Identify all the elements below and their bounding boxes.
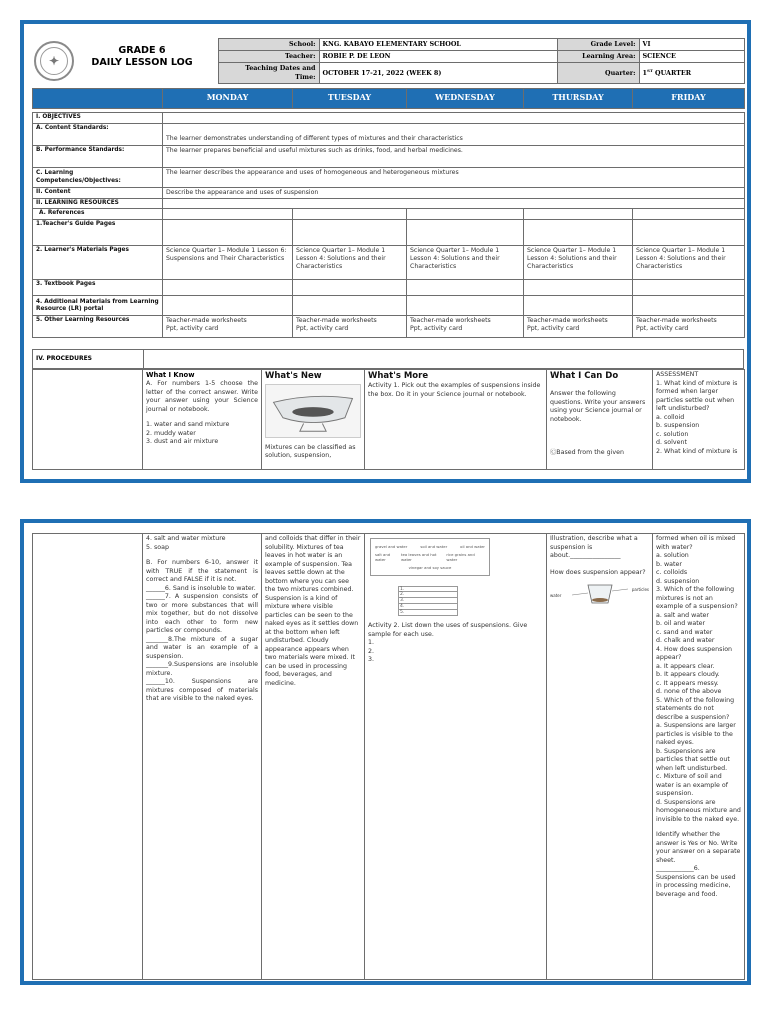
what-i-know-title: What I Know (146, 371, 195, 379)
competencies: The learner describes the appearance and uses of homogeneous and heterogeneous mixtures (163, 167, 745, 187)
suspension-glass-illustration: water particles (550, 581, 649, 605)
what-i-know-continued: 4. salt and water mixture 5. soap B. For numbers 6-10, answer it with TRUE if the statement is correct and FALSE if it is not. ______6. Sand is insoluble to water. ______7. A suspension consists of two or more substances that will mix together, but do not dissolve into each other to form new particles or compounds. _______8.The mixture of a sugar and water is an example of a suspension. _______9.Suspensions are insoluble mixture. ______10. Suspensions are mixtures composed of materials that are visible to the naked eyes. (143, 534, 262, 980)
olr-monday: Teacher-made worksheets Ppt, activity card (163, 315, 293, 337)
lm-monday: Science Quarter 1– Module 1 Lesson 6: Suspensions and Their Characteristics (163, 245, 293, 279)
beaker-icon (570, 581, 630, 605)
am-label: 4. Additional Materials from Learning Resource (LR) portal (33, 295, 163, 315)
day-thursday: THURSDAY (524, 89, 633, 109)
olr-friday: Teacher-made worksheets Ppt, activity card (633, 315, 745, 337)
what-i-can-do-continued: Illustration, describe what a suspension is about.________________ How does suspension appear? water particles (547, 534, 653, 980)
content-label: II. Content (33, 187, 163, 198)
quarter-label: Quarter: (557, 63, 639, 84)
teacher-value: ROBIE P. DE LEON (319, 51, 557, 63)
lm-tuesday: Science Quarter 1– Module 1 Lesson 4: Solutions and their Characteristics (293, 245, 407, 279)
grade-value: VI (639, 39, 744, 51)
assessment: ASSESSMENT 1. What kind of mixture is formed when larger particles settle out when left undisturbed? a. colloid b. suspension c. solution d. solvent 2. What kind of mixture is (653, 370, 745, 470)
assessment-continued: formed when oil is mixed with water? a. solution b. water c. colloids d. suspension 3. Which of the following mixtures is not an example of a suspension? a. salt and water b. oil and water c. sand and water d. chalk and water 4. How does suspension appear? a. It appears clear. b. It appears cloudy. c. It appears messy. d. none of the above 5. Which of the following statements do not describe a suspension? a. Suspensions are larger particles is visible to the naked eyes. b. Suspensions are particles that settle out when left undisturbed. c. Mixture of soil and water is an example of suspension. d. Suspensions are homogeneous mixture and invisible to the naked eye. Identify whether the answer is Yes or No. Write your answer on a separate sheet. ____________6. Suspensions can be used in processing medicine, beverage and food. (653, 534, 745, 980)
title-block (32, 39, 218, 84)
procedures-grid (32, 369, 745, 470)
title-log: DAILY LESSON LOG (91, 56, 193, 68)
day-monday: MONDAY (163, 89, 293, 109)
area-value: SCIENCE (639, 51, 744, 63)
whats-new-text: Mixtures can be classified as solution, suspension, (265, 443, 356, 460)
whats-more-text: Activity 1. Pick out the examples of suspensions inside the box. Do it in your Science journal or notebook. (368, 382, 541, 398)
whats-new (262, 370, 365, 470)
assessment-title: ASSESSMENT (656, 371, 699, 378)
dates-label: Teaching Dates and Time: (218, 63, 319, 84)
olr-tuesday: Teacher-made worksheets Ppt, activity card (293, 315, 407, 337)
olr-wednesday: Teacher-made worksheets Ppt, activity card (407, 315, 524, 337)
procedures-header (32, 349, 744, 369)
dates-value: OCTOBER 17-21, 2022 (WEEK 8) (319, 63, 557, 84)
suspension-examples-box: gravel and water soil and water oil and water salt and water tea leaves and hot water rice grains and water vinegar and soy sauce (370, 538, 490, 576)
school-label: School: (218, 39, 319, 51)
day-header (32, 88, 745, 109)
page-1 (20, 20, 751, 483)
tg-label: 1.Teacher's Guide Pages (33, 219, 163, 245)
tea-dish-illustration-icon (265, 384, 361, 438)
references-label: A. References (33, 209, 163, 220)
what-i-know: What I Know A. For numbers 1-5 choose the letter of the correct answer. Write your answer using your Science journal or notebook. 1. water and sand mixture 2. muddy water 3. dust and air mixture (143, 370, 262, 470)
performance-label: B. Performance Standards: (33, 145, 163, 167)
quarter-value: 1ST QUARTER (639, 63, 744, 84)
resources-label: II. LEARNING RESOURCES (33, 198, 163, 209)
day-wednesday: WEDNESDAY (407, 89, 524, 109)
whats-new-continued: and colloids that differ in their solubility. Mixtures of tea leaves in hot water is an example of suspension. Tea leaves settle down at the bottom where you can see the two mixtures combined. Suspension is a kind of mixture where visible particles can be seen to the naked eyes as it settles down at the bottom when left undisturbed. Cloudy appearance appears when two materials were mixed. It can be used in processing food, beverages, and medicine. (262, 534, 365, 980)
procedures-label: IV. PROCEDURES (36, 355, 92, 362)
whats-more-title: What's More (368, 371, 429, 381)
what-i-can-do-text2: ⒸBased from the given (550, 449, 624, 457)
deped-seal-icon: ✦ (34, 41, 74, 81)
whats-new-title: What's New (265, 371, 322, 381)
whats-more (365, 370, 547, 470)
lm-friday: Science Quarter 1– Module 1 Lesson 4: Solutions and their Characteristics (633, 245, 745, 279)
activity-2-text: Activity 2. List down the uses of suspensions. Give sample for each use. (368, 622, 528, 638)
what-i-can-do-text: Answer the following questions. Write your answers using your Science journal or notebook. (550, 390, 646, 423)
school-value: KNG. KABAYO ELEMENTARY SCHOOL (319, 39, 557, 51)
procedures-grid-continued (32, 533, 745, 980)
header-table (32, 38, 745, 84)
content-standards: The learner demonstrates understanding of different types of mixtures and their characteristics (163, 123, 745, 145)
day-friday: FRIDAY (633, 89, 745, 109)
lm-wednesday: Science Quarter 1– Module 1 Lesson 4: Solutions and their Characteristics (407, 245, 524, 279)
competencies-label: C. Learning Competencies/Objectives: (33, 167, 163, 187)
day-tuesday: TUESDAY (293, 89, 407, 109)
olr-thursday: Teacher-made worksheets Ppt, activity card (524, 315, 633, 337)
objectives-label: I. OBJECTIVES (33, 113, 163, 124)
content-standards-label: A. Content Standards: (33, 123, 163, 145)
lm-label: 2. Learner's Materials Pages (33, 245, 163, 279)
performance-standards: The learner prepares beneficial and useful mixtures such as drinks, food, and herbal medicines. (163, 145, 745, 167)
area-label: Learning Area: (557, 51, 639, 63)
answer-lines: 1. 2. 3. 4. 5. (398, 586, 458, 616)
title-grade: GRADE 6 (118, 44, 166, 56)
whats-more-continued: gravel and water soil and water oil and water salt and water tea leaves and hot water rice grains and water vinegar and soy sauce 1. 2. 3. 4. 5. Activity 2. List down the uses of suspensions. Give sample for each use. 1. 2. 3. (365, 534, 547, 980)
lesson-grid (32, 112, 745, 338)
grade-label: Grade Level: (557, 39, 639, 51)
what-i-can-do (547, 370, 653, 470)
what-i-can-do-title: What I Can Do (550, 371, 619, 381)
olr-label: 5. Other Learning Resources (33, 315, 163, 337)
teacher-label: Teacher: (218, 51, 319, 63)
lm-thursday: Science Quarter 1– Module 1 Lesson 4: Solutions and their Characteristics (524, 245, 633, 279)
tb-label: 3. Textbook Pages (33, 279, 163, 295)
content: Describe the appearance and uses of suspension (163, 187, 745, 198)
what-i-know-text: A. For numbers 1-5 choose the letter of the correct answer. Write your answer using your Science journal or notebook. (146, 380, 258, 413)
page-2 (20, 519, 751, 985)
